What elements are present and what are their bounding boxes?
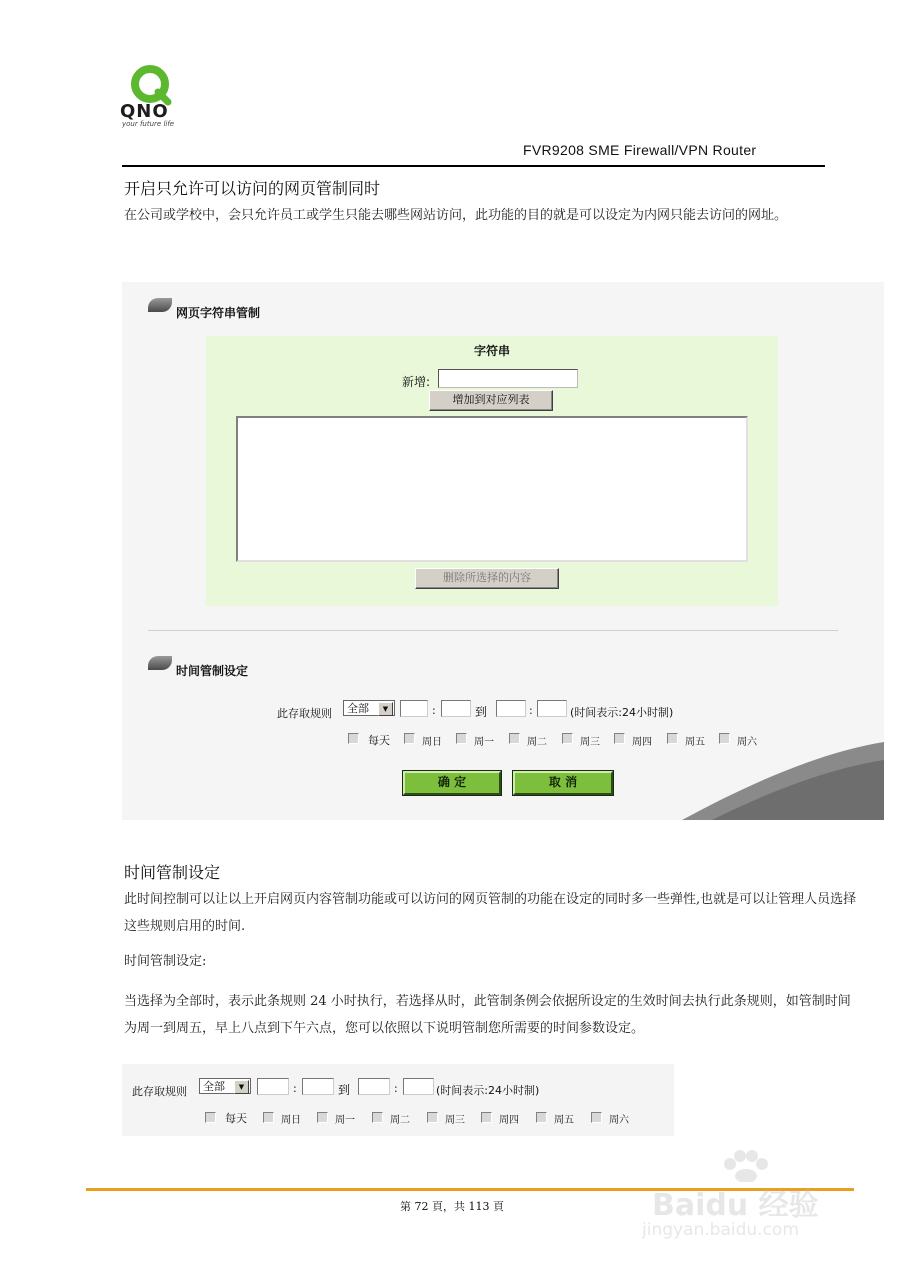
thursday-label: 周四 (499, 1115, 519, 1126)
end-hour-input[interactable] (358, 1078, 390, 1095)
thursday-checkbox[interactable] (614, 733, 625, 744)
sunday-checkbox[interactable] (263, 1112, 274, 1123)
everyday-checkbox[interactable] (348, 733, 359, 744)
rule-select-value: 全部 (203, 1080, 225, 1093)
start-minute-input[interactable] (441, 700, 471, 717)
time-control-heading: 时间管制设定 (176, 664, 249, 678)
tuesday-checkbox[interactable] (509, 733, 520, 744)
wednesday-checkbox[interactable] (562, 733, 573, 744)
chevron-down-icon: ▼ (234, 1080, 249, 1094)
baidu-watermark (640, 1150, 850, 1250)
sunday-label: 周日 (422, 737, 442, 748)
wednesday-checkbox[interactable] (427, 1112, 438, 1123)
logo-tagline: your future life (122, 120, 175, 128)
start-minute-input[interactable] (302, 1078, 334, 1095)
watermark-text: Baidu 经验 (652, 1188, 819, 1223)
page-number-footer: 第 72 頁，共 113 頁 (400, 1200, 504, 1213)
chevron-down-icon: ▼ (378, 702, 393, 716)
saturday-label: 周六 (737, 737, 757, 748)
tuesday-checkbox[interactable] (372, 1112, 383, 1123)
section1-title: 开启只允许可以访问的网页管制同时 (124, 179, 381, 198)
everyday-label: 每天 (225, 1112, 247, 1125)
end-minute-input[interactable] (403, 1078, 434, 1095)
paw-icon (720, 1150, 770, 1182)
string-list-box[interactable] (236, 416, 748, 562)
tuesday-label: 周二 (527, 737, 547, 748)
rule-select[interactable] (199, 1078, 251, 1094)
friday-label: 周五 (685, 737, 705, 748)
to-label: 到 (475, 705, 488, 719)
header-divider (122, 165, 825, 167)
logo-wordmark: QNO (120, 101, 169, 122)
section-bullet-icon (148, 656, 172, 670)
colon-separator: : (529, 704, 533, 717)
start-hour-input[interactable] (400, 700, 428, 717)
rule-label: 此存取规则 (277, 707, 332, 720)
thursday-checkbox[interactable] (481, 1112, 492, 1123)
colon-separator: : (432, 704, 436, 717)
section2-body: 此时间控制可以让以上开启网页内容管制功能或可以访问的网页管制的功能在设定的同时多一些弹性,也就是可以让管理人员选择这些规则启用的时间. (124, 892, 857, 934)
everyday-checkbox[interactable] (205, 1112, 216, 1123)
string-heading: 字符串 (473, 344, 510, 358)
confirm-button[interactable]: 确 定 (403, 771, 501, 795)
saturday-checkbox[interactable] (591, 1112, 602, 1123)
start-hour-input[interactable] (257, 1078, 289, 1095)
cancel-button[interactable]: 取 消 (513, 771, 613, 795)
time-format-note: (时间表示:24小时制) (570, 706, 674, 719)
add-string-input[interactable] (438, 369, 578, 388)
panel-divider (148, 630, 838, 631)
add-to-list-button[interactable]: 增加到对应列表 (429, 390, 553, 411)
web-string-control-heading: 网页字符串管制 (176, 306, 261, 320)
monday-label: 周一 (335, 1115, 355, 1126)
tuesday-label: 周二 (390, 1115, 410, 1126)
colon-separator: : (394, 1082, 398, 1095)
saturday-label: 周六 (609, 1115, 629, 1126)
monday-checkbox[interactable] (456, 733, 467, 744)
wednesday-label: 周三 (445, 1115, 465, 1126)
end-hour-input[interactable] (496, 700, 526, 717)
add-label: 新增: (402, 375, 431, 389)
monday-label: 周一 (474, 737, 494, 748)
section2-title: 时间管制设定 (124, 863, 221, 882)
section3-label: 时间管制设定: (124, 954, 207, 969)
web-control-screenshot (122, 282, 884, 820)
time-control-screenshot (122, 1064, 674, 1136)
time-format-note: (时间表示:24小时制) (436, 1084, 540, 1097)
sunday-label: 周日 (281, 1115, 301, 1126)
thursday-label: 周四 (632, 737, 652, 748)
wednesday-label: 周三 (580, 737, 600, 748)
friday-checkbox[interactable] (536, 1112, 547, 1123)
delete-selected-button[interactable]: 删除所选择的内容 (415, 568, 559, 589)
rule-select-value: 全部 (347, 702, 369, 715)
rule-select[interactable] (343, 700, 395, 716)
section3-body: 当选择为全部时，表示此条规则 24 小时执行，若选择从时，此管制条例会依据所设定的生效时间去执行此条规则，如管制时间为周一到周五，早上八点到下午六点，您可以依照以下说明管制您所需要的时间参数设定。 (124, 994, 851, 1036)
end-minute-input[interactable] (537, 700, 567, 717)
monday-checkbox[interactable] (317, 1112, 328, 1123)
section1-body: 在公司或学校中，会只允许员工或学生只能去哪些网站访问，此功能的目的就是可以设定为内网只能去访问的网址。 (124, 208, 788, 223)
to-label: 到 (338, 1083, 351, 1097)
sunday-checkbox[interactable] (404, 733, 415, 744)
friday-label: 周五 (554, 1115, 574, 1126)
everyday-label: 每天 (368, 734, 390, 747)
section-bullet-icon (148, 298, 172, 312)
corner-swoosh-decoration (682, 742, 884, 820)
string-panel (206, 336, 778, 606)
rule-label: 此存取规则 (132, 1085, 187, 1098)
document-header-title: FVR9208 SME Firewall/VPN Router (523, 142, 757, 158)
colon-separator: : (293, 1082, 297, 1095)
watermark-url: jingyan.baidu.com (642, 1220, 799, 1240)
friday-checkbox[interactable] (667, 733, 678, 744)
